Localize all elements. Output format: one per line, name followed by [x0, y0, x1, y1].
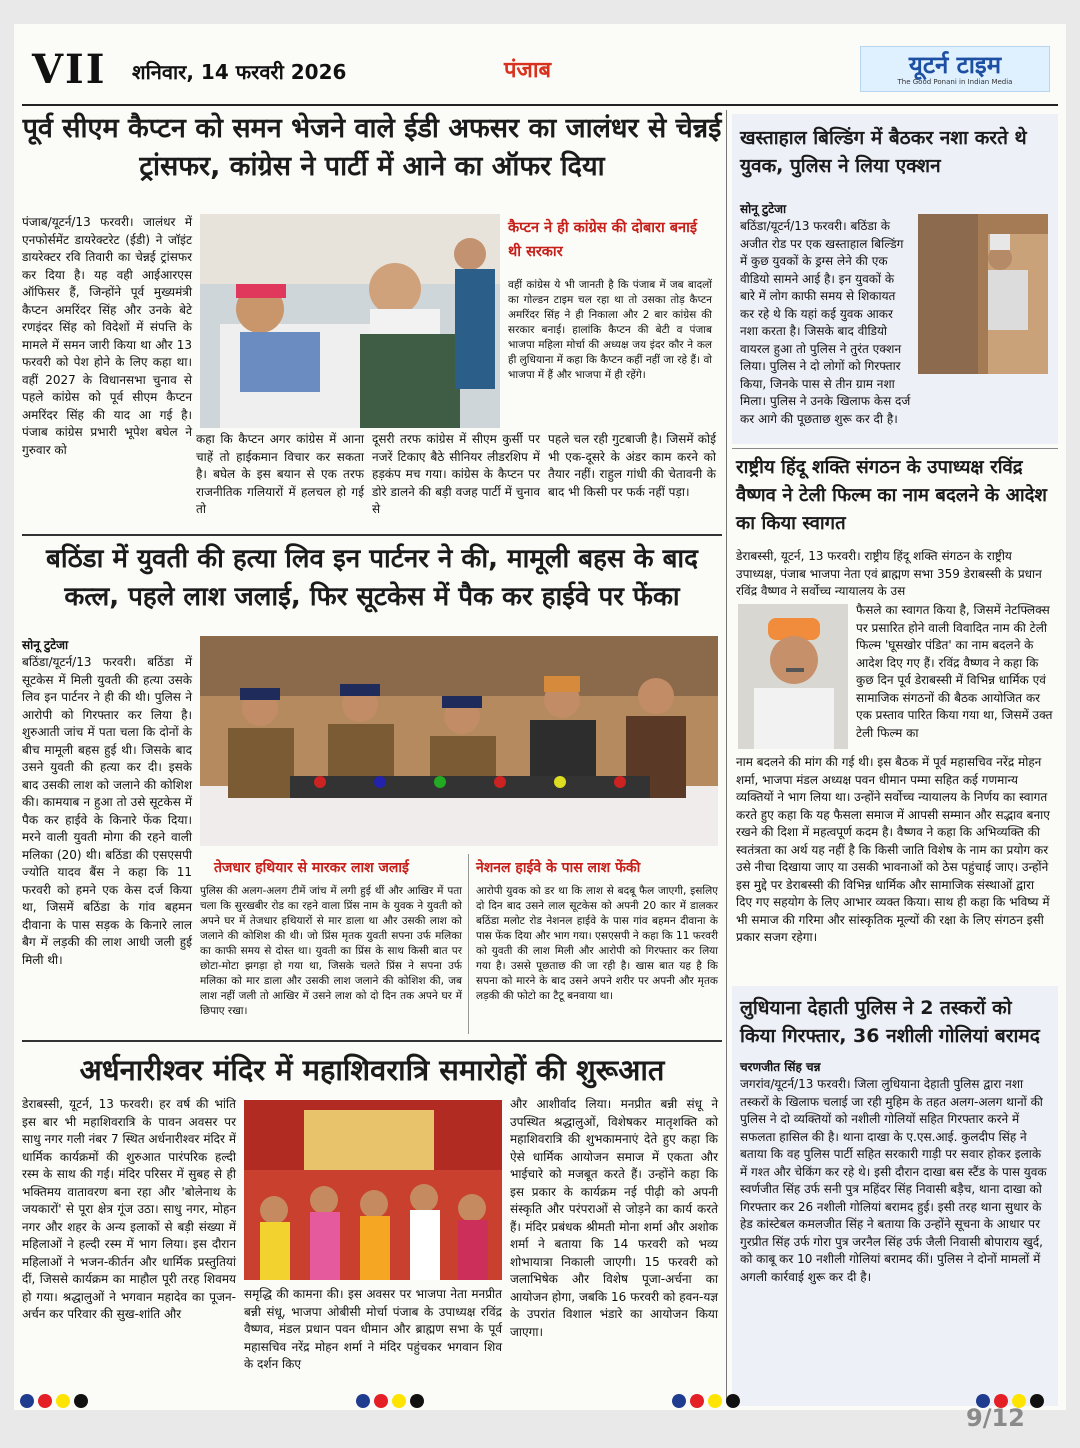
story1-col3: दूसरी तरफ कांग्रेस में सीएम कुर्सी पर नजरें टिकाए बैठे सीनियर लीडरशिप में हड़कंप मच गया। कांग्रेस के कैप्टन पर डोरे डालने की बड़ी वजह पार्टी में चुनाव से [372, 432, 540, 516]
portrait-illustration [738, 604, 848, 749]
sidebar-divider [726, 110, 727, 1400]
sidebar-rule [732, 448, 1058, 449]
newspaper-logo [860, 46, 1050, 92]
logo-tagline: The Good Ponani in Indian Media [897, 78, 1013, 86]
page-number: VII [32, 46, 107, 93]
story-divider [22, 1040, 722, 1042]
story1-subhead: कैप्टन ने ही कांग्रेस की दोबारा बनाई थी सरकार [508, 220, 697, 260]
side2-text-bottom: नाम बदलने की मांग की गई थी। इस बैठक में पूर्व महासचिव नरेंद्र मोहन शर्मा, भाजपा मंडल अध्यक्ष पवन धीमान पम्मा सहित कई गणमान्य व्यक्तियों ने भाग लिया था। उन्होंने सर्वोच्च न्यायालय के निर्णय का स्वागत करते हुए कहा कि यह फैसला समाज में आपसी सम्मान और सद्भाव बनाए रखने की दिशा में महत्वपूर्ण कदम है। वैष्णव ने कहा कि अभिव्यक्ति की स्वतंत्रता का अर्थ यह नहीं है कि किसी जाति विशेष के नाम का प्रयोग कर उसे नीचा दिखाया जाए या उसकी भावनाओं को ठेस पहुंचाई जाए। उन्होंने इस मुद्दे पर डेराबस्सी की विभिन्न धार्मिक और सामाजिक संस्थाओं द्वारा दिए गए सहयोग के लिए आभार व्यक्त किया। साथ ही कहा कि भविष्य में भी समाज की गरिमा और सांस्कृतिक मूल्यों की रक्षा के लिए संगठन इसी प्रकार सजग रहेगा। [736, 755, 1050, 944]
registration-dot [56, 1394, 70, 1408]
registration-dot [690, 1394, 704, 1408]
story2-headline: बठिंडा में युवती की हत्या लिव इन पार्टनर ने की, मामूली बहस के बाद कत्ल, पहले लाश जलाई, फिर सूटकेस में पैक कर हाईवे पर फेंका [46, 544, 698, 612]
side2-text-right: फैसले का स्वागत किया है, जिसमें नेटफ्लिक्स पर प्रसारित होने वाली विवादित नाम की टेली फिल्म 'घूसखोर पंडित' का नाम बदलने के आदेश दिए गए हैं। रविंद्र वैष्णव ने कहा कि कुछ दिन पूर्व डेराबस्सी में विभिन्न धार्मिक एवं सामाजिक संगठनों की बैठक आयोजित कर एक प्रस्ताव पारित किया गया था, जिसमें उक्त टेली फिल्म का [856, 603, 1053, 740]
masthead-rule [22, 104, 1058, 106]
story1-col4: पहले चल रही गुटबाजी है। जिसमें कोई भी एक-दूसरे के अंडर काम करने को तैयार नहीं। राहुल गांधी की चेतावनी के बाद भी किसी पर फर्क नहीं पड़ा। [548, 432, 716, 499]
registration-dot [672, 1394, 686, 1408]
side1-text: बठिंडा/यूटर्न/13 फरवरी। बठिंडा के अजीत रोड पर एक खस्ताहाल बिल्डिंग में कुछ युवकों के ड्रग्स लेने की एक वीडियो सामने आई है। इन युवकों के बारे में लोग काफी समय से शिकायत कर रहे थे कि यहां कई युवक आकर नशा करता है। जिसके बाद वीडियो वायरल हुआ तो पुलिस ने तुरंत एक्शन लिया। पुलिस ने दो लोगों को गिरफ्तार किया, जिनके पास से तीन ग्राम नशा मिला। पुलिस ने उनके खिलाफ केस दर्ज कर आगे की पूछताछ शुरू कर दी है। [740, 219, 911, 426]
side3-headline: लुधियाना देहाती पुलिस ने 2 तस्करों को किया गिरफ्तार, 36 नशीली गोलियां बरामद [740, 997, 1040, 1047]
story3-col1: डेराबस्सी, यूटर्न, 13 फरवरी। हर वर्ष की भांति इस बार भी महाशिवरात्रि के पावन अवसर पर साधु नगर गली नंबर 7 स्थित अर्धनारीश्वर मंदिर में धार्मिक कार्यक्रमों की शुरुआत पारंपरिक हल्दी रस्म के साथ की गई। मंदिर परिसर में सुबह से ही भक्तिमय वातावरण बना रहा और 'बोलेनाथ के जयकारों' से पूरा क्षेत्र गूंज उठा। साधु नगर, मोहन नगर और शहर के अन्य इलाकों से बड़ी संख्या में महिलाओं ने हल्दी रस्म में भाग लिया। इस दौरान महिलाओं ने भजन-कीर्तन और धार्मिक प्रस्तुतियां दीं, जिससे कार्यक्रम का माहौल पूरी तरह शिवमय हो गया। श्रद्धालुओं ने भगवान महादेव का पूजन-अर्चन कर परिवार की सुख-शांति और [22, 1097, 236, 1321]
registration-dot [356, 1394, 370, 1408]
registration-dot [410, 1394, 424, 1408]
story2-subhead2: नेशनल हाईवे के पास लाश फेंकी [476, 860, 641, 876]
story3-col2: समृद्धि की कामना की। इस अवसर पर भाजपा नेता मनप्रीत बन्नी संधू, भाजपा ओबीसी मोर्चा पंजाब के उपाध्यक्ष रविंद्र वैष्णव, मंडल प्रधान पवन धीमान और ब्राह्मण सभा के पूर्व महासचिव नरेंद्र मोहन शर्मा ने मंदिर पहुंचकर भगवान शिव के दर्शन किए [244, 1287, 502, 1371]
print-registration-marks [356, 1394, 424, 1408]
column-rule [468, 854, 469, 1034]
photo-illustration [200, 214, 500, 428]
print-registration-marks [20, 1394, 88, 1408]
newspaper-page [14, 24, 1066, 1410]
registration-dot [726, 1394, 740, 1408]
registration-dot [1030, 1394, 1044, 1408]
story2-col1: बठिंडा/यूटर्न/13 फरवरी। बठिंडा में सूटकेस में मिली युवती की हत्या उसके लिव इन पार्टनर ने ही की थी। पुलिस ने आरोपी को गिरफ्तार कर लिया है। शुरुआती जांच में पता चला कि दोनों के बीच मामूली बहस हुई थी। जिसके बाद उसने युवती की हत्या कर दी। इसके बाद उसकी लाश को जलाने की कोशिश की। कामयाब न हुआ तो उसे सूटकेस में पैक कर हाईवे के किनारे फेंक दिया। मरने वाली युवती मोगा की रहने वाली मलिका (20) थी। बठिंडा की एसएसपी ज्योति यादव बैंस ने कहा कि 11 फरवरी को हमने एक केस दर्ज किया था, जिसमें बठिंडा के गांव बहमन दीवाना के पास सड़क के किनारे लाल बैग में लड़की की लाश आधी जली हुई मिली थी। [22, 655, 192, 967]
story3-headline: अर्धनारीश्वर मंदिर में महाशिवरात्रि समारोहों की शुरूआत [79, 1053, 665, 1087]
side1-headline: खस्ताहाल बिल्डिंग में बैठकर नशा करते थे युवक, पुलिस ने लिया एक्शन [740, 127, 1027, 177]
registration-dot [20, 1394, 34, 1408]
ravinder-vaishnav-portrait [738, 604, 848, 749]
side3-author: चरणजीत सिंह चन्न [740, 1060, 821, 1074]
registration-dot [74, 1394, 88, 1408]
story3-col3: और आशीर्वाद लिया। मनप्रीत बन्नी संधू ने उपस्थित श्रद्धालुओं, विशेषकर मातृशक्ति को महाशिवरात्रि की शुभकामनाएं देते हुए कहा कि ऐसे धार्मिक आयोजन समाज में एकता और भाईचारे को मजबूत करते हैं। उन्होंने कहा कि इस प्रकार के कार्यक्रम नई पीढ़ी को अपनी संस्कृति और परंपराओं से जोड़ने का कार्य करते हैं। मंदिर प्रबंधक श्रीमती मोना शर्मा और अशोक शर्मा ने बताया कि 14 फरवरी को भव्य शोभायात्रा निकाली जाएगी। 15 फरवरी को जलाभिषेक और विशेष पूजा-अर्चना का आयोजन होगा, जबकि 16 फरवरी को हवन-यज्ञ के उपरांत विशाल भंडारे का आयोजन किया जाएगा। [510, 1097, 718, 1339]
building-photo-illustration [918, 214, 1048, 374]
building-photo [918, 214, 1048, 374]
registration-dot [374, 1394, 388, 1408]
page-indicator: 9/12 [966, 1404, 1025, 1432]
story-divider [22, 534, 722, 536]
section-title: पंजाब [504, 58, 552, 83]
story1-col1: पंजाब/यूटर्न/13 फरवरी। जालंधर में एनफोर्समेंट डायरेक्टरेट (ईडी) ने जॉइंट डायरेक्टर रवि तिवारी का चेन्नई ट्रांसफर कर दिया है। यह वही आईआरएस ऑफिसर हैं, जिन्होंने पूर्व मुख्यमंत्री कैप्टन अमरिंदर सिंह और उनके बेटे रणइंदर सिंह को विदेशों में संपत्ति के मामले में समन जारी किया था और 13 फरवरी को पेश होने के लिए कहा था। वहीं 2027 के विधानसभा चुनाव से पहले कांग्रेस को पूर्व सीएम कैप्टन अमरिंदर सिंह की याद आ गई है। पंजाब कांग्रेस प्रभारी भूपेश बघेल ने गुरुवार को [22, 215, 192, 457]
police-press-conference-photo [200, 636, 718, 846]
registration-dot [38, 1394, 52, 1408]
print-registration-marks [672, 1394, 740, 1408]
story2-author: सोनू टुटेजा [22, 638, 69, 652]
logo-text: यूटर्न टाइम [908, 51, 1002, 79]
story1-headline: पूर्व सीएम कैप्टन को समन भेजने वाले ईडी अफसर का जालंधर से चेन्नई ट्रांसफर, कांग्रेस ने पार्टी में आने का ऑफर दिया [22, 113, 722, 182]
side1-author: सोनू टुटेजा [740, 202, 787, 216]
story1-col2: कहा कि कैप्टन अगर कांग्रेस में आना चाहें तो हाईकमान विचार कर सकता है। बघेल के इस बयान से एक तरफ राजनीतिक गलियारों में हलचल हो गई तो [196, 432, 364, 516]
registration-dot [392, 1394, 406, 1408]
side1-text-part [740, 218, 912, 426]
side3-text: जगरांव/यूटर्न/13 फरवरी। जिला लुधियाना देहाती पुलिस द्वारा नशा तस्करों के खिलाफ चलाई जा रही मुहिम के तहत अलग-अलग थानों की पुलिस ने दो व्यक्तियों को नशीली गोलियों सहित गिरफ्तार करने में सफलता हासिल की है। थाना दाखा के ए.एस.आई. कुलदीप सिंह ने बताया कि वह पुलिस पार्टी सहित सरकारी गाड़ी पर सवार होकर इलाके में गश्त और चेकिंग कर रहे थे। इसी दौरान दाखा बस स्टैंड के पास युवक स्वर्णजीत सिंह उर्फ सनी पुत्र महिंदर सिंह निवासी बड़ैच, थाना दाखा को गिरफ्तार कर 26 नशीली गोलियां बरामद हुई। इसी तरह थाना सुधार के हेड कांस्टेबल कमलजीत सिंह ने बताया कि उन्होंने सूचना के आधार पर गुरप्रीत सिंह उर्फ गोरा पुत्र जरनैल सिंह उर्फ जैली निवासी बोपाराय खुर्द, को काबू कर 10 नशीली गोलियां बरामद कीं। पुलिस ने दोनों मामलों में अगली कार्रवाई शुरू कर दी है। [740, 1077, 1047, 1284]
captain-hospital-photo [200, 214, 500, 428]
issue-date: शनिवार, 14 फरवरी 2026 [132, 60, 347, 84]
story2-text2: आरोपी युवक को डर था कि लाश से बदबू फैल जाएगी, इसलिए दो दिन बाद उसने लाल सूटकेस को अपनी 20 कार में डालकर बठिंडा मलोट रोड नेशनल हाईवे के पास गांव बहमन दीवाना के पास फेंक दिया और भाग गया। एसएसपी ने कहा कि 11 फरवरी को युवती की लाश मिली और आरोपी को गिरफ्तार कर लिया गया है। उससे पूछताछ की जा रही है। खास बात यह है कि सपना को मारने के बाद उसने अपने शरीर पर अपनी और मृतक लड़की की फोटो का टैटू बनवाया था। [476, 885, 718, 1002]
temple-photo-illustration [244, 1100, 502, 1280]
story1-sidebar-text: वहीं कांग्रेस ये भी जानती है कि पंजाब में जब बादलों का गोल्डन टाइम चल रहा था तो उसका तोड़ कैप्टन अमरिंदर सिंह ने ही निकाला और 2 बार कांग्रेस की सरकार बनाई। हालांकि कैप्टन की बेटी व पंजाब भाजपा महिला मोर्चा की अध्यक्ष जय इंदर कौर ने कल ही लुधियाना में कहा कि कैप्टन कहीं नहीं जा रहे हैं। वो भाजपा में हैं और भाजपा में ही रहेंगे। [508, 279, 712, 381]
temple-event-photo [244, 1100, 502, 1280]
side2-headline: राष्ट्रीय हिंदू शक्ति संगठन के उपाध्यक्ष रविंद्र वैष्णव ने टेली फिल्म का नाम बदलने के आदेश का किया स्वागत [736, 457, 1048, 534]
press-photo-illustration [200, 636, 718, 846]
registration-dot [708, 1394, 722, 1408]
side2-intro: डेराबस्सी, यूटर्न, 13 फरवरी। राष्ट्रीय हिंदू शक्ति संगठन के राष्ट्रीय उपाध्यक्ष, पंजाब भाजपा नेता एवं ब्राह्मण सभा 359 डेराबस्सी के प्रधान रविंद्र वैष्णव ने सर्वोच्च न्यायालय के उस [736, 549, 1042, 598]
story2-subhead1: तेजधार हथियार से मारकर लाश जलाई [214, 860, 409, 876]
story2-text1: पुलिस की अलग-अलग टीमें जांच में लगी हुई थीं और आखिर में पता चला कि सुरखबीर रोड का रहने वाला प्रिंस नाम के युवक ने युवती को अपने घर में तेजधार हथियारों से मार डाला था और उसकी लाश को जलाने की कोशिश की थी। जो प्रिंस मृतक युवती सपना उर्फ मलिका का काफी समय से दोस्त था। युवती का प्रिंस के साथ किसी बात पर छोटा-मोटा झगड़ा हो गया था, जिसके चलते प्रिंस ने सपना उर्फ मलिका को मार डाला और उसकी लाश जलाने की कोशिश की, जब लाश नहीं जली तो आखिर में उसने लाश को दो दिन तक अपने घर में छिपाए रखा। [200, 885, 462, 1017]
